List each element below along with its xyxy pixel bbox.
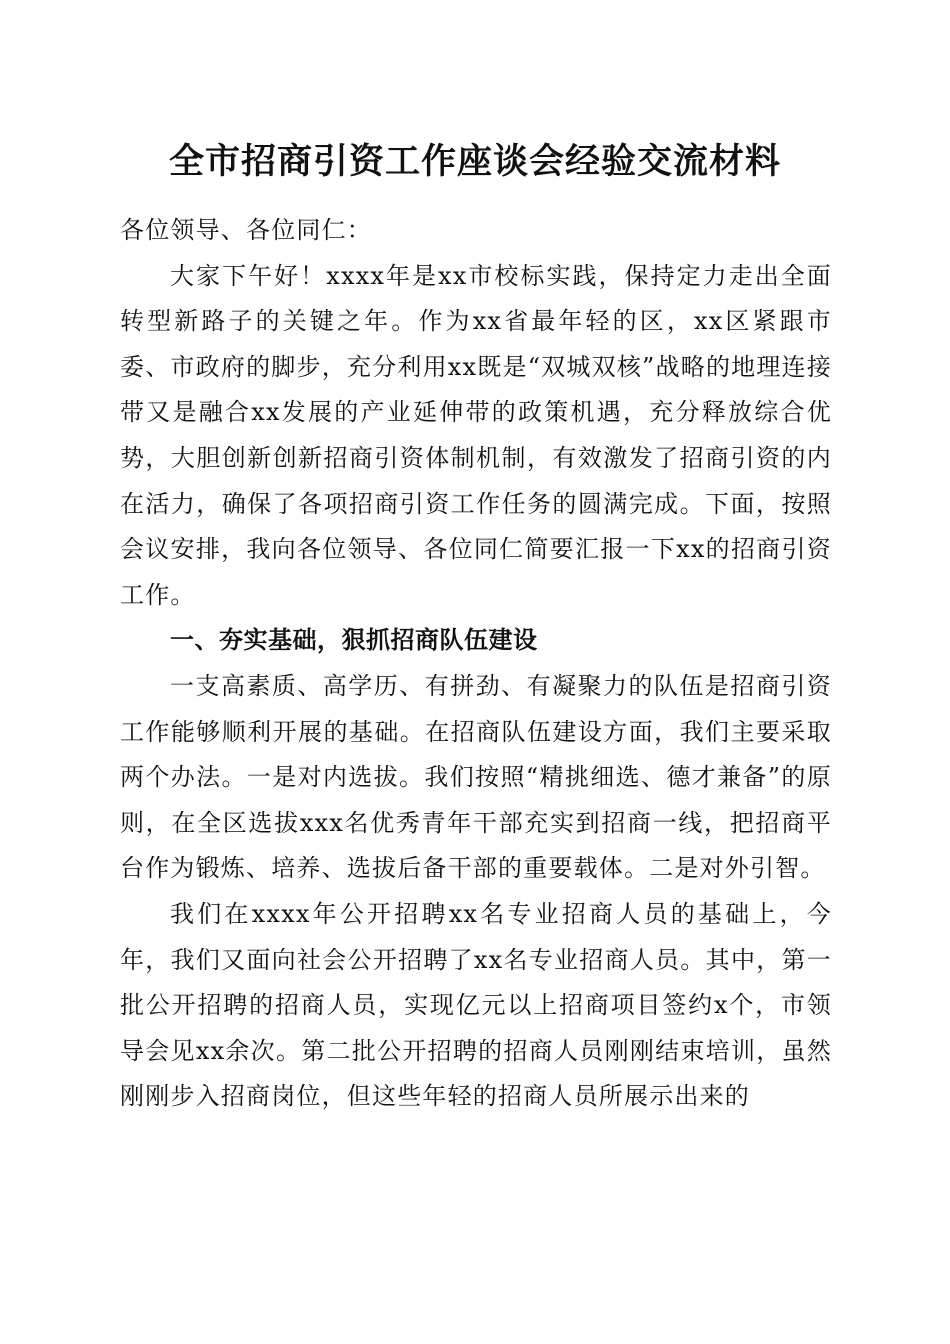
section-heading-1: 一、夯实基础，狠抓招商队伍建设: [170, 626, 538, 655]
document-body: [120, 208, 832, 1120]
salutation: 各位领导、各位同仁：: [120, 216, 372, 244]
paragraph-section1-1: 一支高素质、高学历、有拼劲、有凝聚力的队伍是招商引资工作能够顺利开展的基础。在招商队伍建设方面，我们主要采取两个办法。一是对内选拔。我们按照“精挑细选、德才兼备”的原则，在全区选拔xxx名优秀青年干部充实到招商一线，把招商平台作为锻炼、培养、选拔后备干部的重要载体。二是对外引智。: [120, 671, 832, 883]
paragraph-section1-2: 我们在xxxx年公开招聘xx名专业招商人员的基础上，今年，我们又面向社会公开招聘了xx名专业招商人员。其中，第一批公开招聘的招商人员，实现亿元以上招商项目签约x个，市领导会见xx余次。第二批公开招聘的招商人员刚刚结束培训，虽然刚刚步入招商岗位，但这些年轻的招商人员所展示出来的: [120, 899, 832, 1111]
paragraph-opening: 大家下午好！xxxx年是xx市校标实践，保持定力走出全面转型新路子的关键之年。作为xx省最年轻的区，xx区紧跟市委、市政府的脚步，充分利用xx既是“双城双核”战略的地理连接带又是融合xx发展的产业延伸带的政策机遇，充分释放综合优势，大胆创新创新招商引资体制机制，有效激发了招商引资的内在活力，确保了各项招商引资工作任务的圆满完成。下面，按照会议安排，我向各位领导、各位同仁简要汇报一下xx的招商引资工作。: [120, 261, 832, 609]
document-title: 全市招商引资工作座谈会经验交流材料: [168, 141, 781, 182]
